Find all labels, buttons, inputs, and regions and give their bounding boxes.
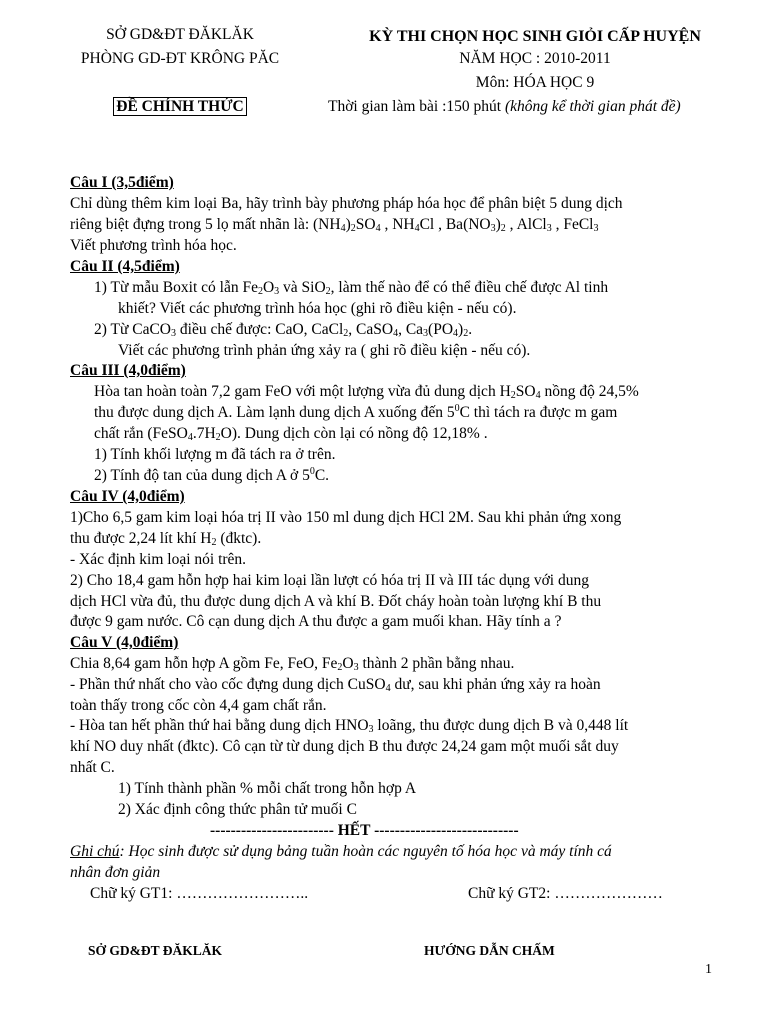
question-5-line: 1) Tính thành phần % mỗi chất trong hỗn hợp A — [118, 780, 417, 797]
question-1-line: riêng biệt đựng trong 5 lọ mất nhãn là: $(NH_4)_2SO_4$ , $NH_4Cl$ , $Ba(NO_3)_2$ , AlCl$_3$ , FeCl$_3$ — [70, 216, 599, 234]
end-marker: ------------------------ HẾT ---------------------------- — [210, 822, 519, 839]
signature-gt1: Chữ ký GT1: …………………….. — [90, 885, 309, 902]
department-name: SỞ GD&ĐT ĐĂKLĂK — [106, 26, 254, 43]
footer-department: SỞ GD&ĐT ĐĂKLĂK — [88, 943, 223, 958]
question-5-line: khí NO duy nhất (đktc). Cô cạn từ từ dung dịch B thu được 24,24 gam một muối sắt duy — [70, 738, 619, 755]
note-continued: nhân đơn giản — [70, 864, 161, 881]
question-5-line: nhất C. — [70, 759, 115, 776]
signature-gt2: Chữ ký GT2: ………………… — [468, 885, 663, 902]
question-2-line: khiết? Viết các phương trình hóa học (ghi rõ điều kiện - nếu có). — [118, 300, 517, 317]
question-5-line: toàn thấy trong cốc còn 4,4 gam chất rắn. — [70, 697, 327, 714]
question-5-line: - Phần thứ nhất cho vào cốc đựng dung dịch CuSO$_4$ dư, sau khi phản ứng xảy ra hoàn — [70, 676, 601, 694]
note: Ghi chú: Học sinh được sử dụng bảng tuần hoàn các nguyên tố hóa học và máy tính cá — [70, 843, 612, 860]
question-3-line: Hòa tan hoàn toàn 7,2 gam FeO với một lượng vừa đủ dung dịch $H_2SO_4$ nồng độ 24,5% — [94, 383, 639, 401]
question-2-line: 2) Từ CaCO$_3$ điều chế được: CaO, CaCl$_2$, CaSO$_4$, $Ca_3(PO_4)_2$. — [94, 321, 473, 339]
time-allowed: Thời gian làm bài :150 phút (không kể thời gian phát đề) — [328, 98, 681, 115]
note-label: Ghi chú — [70, 843, 120, 860]
official-exam-label: ĐỀ CHÍNH THỨC — [60, 98, 300, 116]
question-4-line: - Xác định kim loại nói trên. — [70, 551, 247, 568]
question-5-title: Câu V (4,0điểm) — [70, 634, 179, 651]
question-2-line: Viết các phương trình phản ứng xảy ra ( ghi rõ điều kiện - nếu có). — [118, 342, 531, 359]
question-3-line: chất rắn $(FeSO_4.7H_2O)$. Dung dịch còn lại có nồng độ 12,18% . — [94, 425, 488, 443]
question-4-line: dịch HCl vừa đủ, thu được dung dịch A và khí B. Đốt cháy hoàn toàn lượng khí B thu — [70, 593, 602, 610]
page-number: 1 — [705, 962, 712, 977]
question-1-line: Chỉ dùng thêm kim loại Ba, hãy trình bày phương pháp hóa học để phân biệt 5 dung dịch — [70, 195, 623, 212]
question-3-line: 1) Tính khối lượng m đã tách ra ở trên. — [94, 446, 336, 463]
question-5-line: 2) Xác định công thức phân tử muối C — [118, 801, 357, 818]
subject: Môn: HÓA HỌC 9 — [475, 74, 595, 91]
question-4-line: 2) Cho 18,4 gam hỗn hợp hai kim loại lần lượt có hóa trị II và III tác dụng với dung — [70, 572, 589, 589]
question-1-line: Viết phương trình hóa học. — [70, 237, 237, 254]
question-4-line: được 9 gam nước. Cô cạn dung dịch A thu được a gam muối khan. Hãy tính a ? — [70, 613, 562, 630]
question-1-title: Câu I (3,5điểm) — [70, 174, 174, 191]
office-name: PHÒNG GD-ĐT KRÔNG PĂC — [80, 50, 280, 67]
question-3-line: thu được dung dịch A. Làm lạnh dung dịch A xuống đến $5^0C$ thì tách ra được m gam — [94, 403, 618, 421]
question-4-line: 1)Cho 6,5 gam kim loại hóa trị II vào 150 ml dung dịch HCl 2M. Sau khi phản ứng xong — [70, 509, 622, 526]
question-2-title: Câu II (4,5điểm) — [70, 258, 180, 275]
question-5-line: - Hòa tan hết phần thứ hai bằng dung dịch $HNO_3$ loãng, thu được dung dịch B và 0,448 lít — [70, 717, 629, 735]
question-3-line: 2) Tính độ tan của dung dịch A ở $5^0C$. — [94, 466, 330, 484]
question-3-title: Câu III (4,0điểm) — [70, 362, 186, 379]
question-5-line: Chia 8,64 gam hỗn hợp A gồm Fe, FeO, $Fe_2O_3$ thành 2 phần bằng nhau. — [70, 655, 515, 673]
exam-title: KỲ THI CHỌN HỌC SINH GIỎI CẤP HUYỆN — [369, 28, 701, 45]
school-year: NĂM HỌC : 2010-2011 — [459, 50, 611, 67]
question-4-line: thu được 2,24 lít khí $H_2$ (đktc). — [70, 530, 262, 548]
question-2-line: 1) Từ mẫu Boxit có lẫn $Fe_2O_3$ và SiO$_2$, làm thế nào để có thể điều chế được Al tinh — [94, 279, 609, 297]
footer-grading-guide: HƯỚNG DẪN CHẤM — [424, 943, 555, 958]
question-4-title: Câu IV (4,0điểm) — [70, 488, 185, 505]
